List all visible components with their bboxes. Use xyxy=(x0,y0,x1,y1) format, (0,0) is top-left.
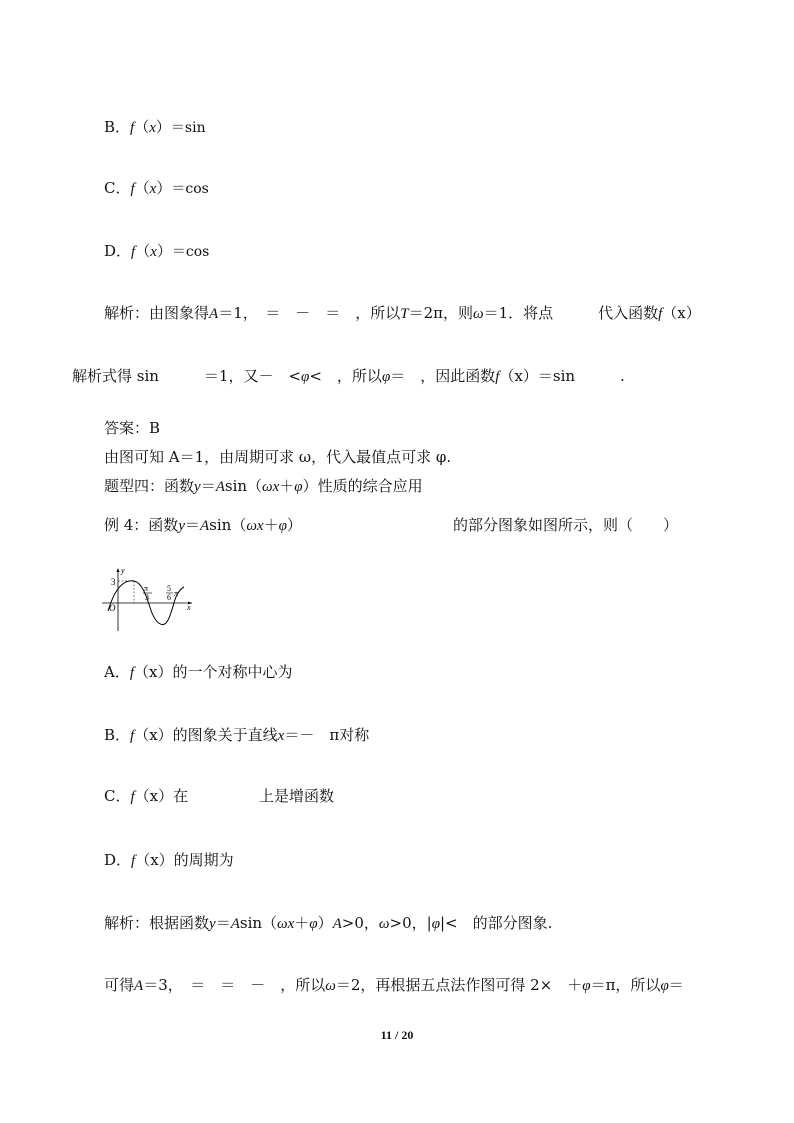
func-symbol: f xyxy=(130,181,135,197)
text: 题型四：函数 xyxy=(104,477,195,495)
paren: ） xyxy=(156,242,172,260)
note1: 由图可知 A＝1，由周期可求 ω，代入最值点可求 φ. xyxy=(104,448,452,466)
option-c-ex4-tail: 上是增函数 xyxy=(259,787,335,805)
text: ＋ xyxy=(279,477,295,495)
page-number: 11 / 20 xyxy=(380,1028,414,1042)
analysis1-line1 xyxy=(104,303,701,324)
option-text: ＝sin xyxy=(170,120,206,136)
paren: ） xyxy=(155,118,171,136)
origin-label: O xyxy=(109,603,116,613)
func-symbol: f xyxy=(131,853,136,869)
func-symbol: f xyxy=(130,789,135,805)
var: ω xyxy=(378,916,390,932)
var-x: x xyxy=(149,181,157,197)
text: ＝π，所以 xyxy=(590,976,661,994)
text: 解析：根据函数 xyxy=(104,914,210,932)
analysis1-line2 xyxy=(72,366,625,387)
text: < ，所以 xyxy=(309,367,382,385)
answer1: 答案：B xyxy=(104,419,161,437)
example4-stem xyxy=(104,515,302,536)
var: f xyxy=(658,306,663,322)
var: y xyxy=(178,518,185,534)
var: y xyxy=(194,479,201,495)
func-symbol: f xyxy=(130,120,135,136)
option-text: （x）的周期为 xyxy=(135,851,234,869)
var: φ xyxy=(660,978,669,994)
text: ＋ xyxy=(294,914,310,932)
var: A xyxy=(215,479,225,495)
text: >0， xyxy=(341,914,379,932)
func-symbol: f xyxy=(129,665,135,681)
option-prefix: A． xyxy=(104,663,130,681)
text: （x）＝sin . xyxy=(499,367,625,385)
analysis4-line1 xyxy=(104,913,552,934)
var: φ xyxy=(294,479,303,495)
var: A xyxy=(134,978,144,994)
var: φ xyxy=(309,916,318,932)
text: ＋ xyxy=(263,516,279,534)
text: 可得 xyxy=(104,976,135,994)
option-prefix: B． xyxy=(104,118,131,136)
paren: （ xyxy=(134,118,150,136)
option-text: ＝cos xyxy=(171,244,210,260)
text: sin（ xyxy=(209,516,247,534)
option-text: （x）在 xyxy=(134,787,189,805)
option-prefix: D． xyxy=(104,851,132,869)
option-text: （x）的图象关于直线 xyxy=(134,726,278,744)
var: φ xyxy=(431,916,440,932)
option-text: ＝－ π对称 xyxy=(284,726,370,744)
var: A xyxy=(332,916,342,932)
text: ＝3， ＝ ＝ － ，所以 xyxy=(143,976,326,994)
tick-pi-den: 3 xyxy=(145,593,149,602)
text: ＝1．将点 代入函数 xyxy=(483,304,659,322)
var: ωx xyxy=(262,479,280,495)
text: sin（ xyxy=(239,914,278,932)
var: T xyxy=(400,306,409,322)
text: 解析式得 sin ＝1，又－ < xyxy=(72,367,302,385)
example4-stem-tail: 的部分图象如图所示，则（ ） xyxy=(453,516,679,534)
text: >0，| xyxy=(389,914,432,932)
paren: ） xyxy=(156,179,172,197)
paren: （ xyxy=(134,179,150,197)
section4-title xyxy=(104,476,423,497)
text: ＝1， ＝ － ＝ ，所以 xyxy=(218,304,401,322)
option-prefix: C． xyxy=(104,787,131,805)
option-d-prev xyxy=(104,241,209,262)
var: f xyxy=(495,369,500,385)
var: A xyxy=(200,518,210,534)
text: ＝ xyxy=(184,516,200,534)
analysis4-line2 xyxy=(104,975,684,996)
func-symbol: f xyxy=(130,728,135,744)
text: （x） xyxy=(662,304,701,322)
text: ） xyxy=(317,914,333,932)
option-a-ex4 xyxy=(104,662,292,683)
option-d-ex4 xyxy=(104,850,234,871)
var: φ xyxy=(582,978,591,994)
text: ＝2π，则 xyxy=(408,304,473,322)
var-x: x xyxy=(277,728,285,744)
var-x: x xyxy=(150,244,157,260)
y-axis-arrow xyxy=(117,568,120,572)
x-axis-label: x xyxy=(187,603,191,612)
text: sin（ xyxy=(224,477,263,495)
func-symbol: f xyxy=(131,244,136,260)
max-value-label: 3 xyxy=(111,577,116,587)
paren: （ xyxy=(135,242,151,260)
option-c-ex4 xyxy=(104,786,188,807)
text: 解析：由图象得 xyxy=(104,304,210,322)
var-x: x xyxy=(149,120,156,136)
tick-pi-num: π xyxy=(144,584,149,593)
var: ωx xyxy=(246,518,264,534)
var: y xyxy=(209,916,216,932)
option-text: （x）的一个对称中心为 xyxy=(134,663,293,681)
var: ω xyxy=(325,978,336,994)
text: ＝2，再根据五点法作图可得 2× ＋ xyxy=(335,976,583,994)
option-prefix: D． xyxy=(104,242,132,260)
var: φ xyxy=(381,369,391,385)
var: A xyxy=(209,306,219,322)
text: 例 4：函数 xyxy=(104,516,179,534)
text: ＝ xyxy=(668,976,684,994)
option-b-ex4 xyxy=(104,725,369,746)
tick-six: 6 xyxy=(167,593,171,602)
y-axis-label: y xyxy=(121,566,125,575)
text: ＝ xyxy=(200,477,216,495)
text: |< 的部分图象. xyxy=(440,914,553,932)
text: ＝ xyxy=(215,914,231,932)
option-b-prev xyxy=(104,117,206,138)
var: A xyxy=(230,916,240,932)
text: ）性质的综合应用 xyxy=(302,477,423,495)
var: ωx xyxy=(277,916,295,932)
option-text: ＝cos xyxy=(171,181,209,197)
text: ） xyxy=(286,516,302,534)
text: ＝ ，因此函数 xyxy=(390,367,496,385)
var: ω xyxy=(472,306,484,322)
tick-five: 5 xyxy=(167,584,171,593)
tick-pi2: π xyxy=(174,589,179,598)
var: φ xyxy=(301,369,310,385)
var: φ xyxy=(278,518,287,534)
option-prefix: B． xyxy=(104,726,131,744)
sine-graph-figure xyxy=(100,565,198,633)
option-c-prev xyxy=(104,178,209,199)
option-prefix: C． xyxy=(104,179,131,197)
